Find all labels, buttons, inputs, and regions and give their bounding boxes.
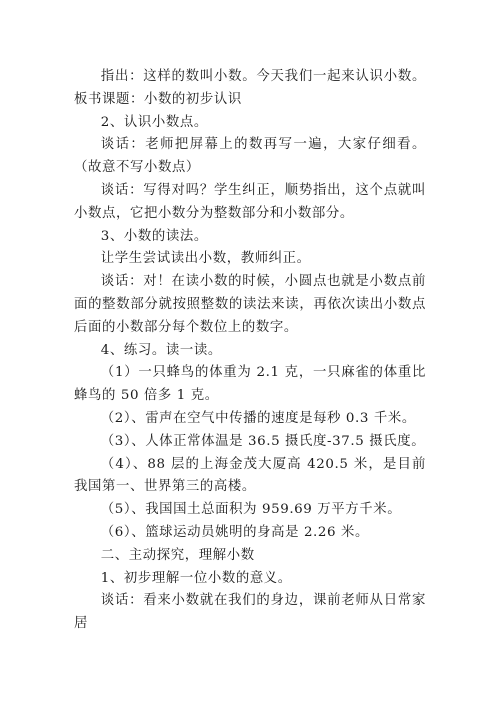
- paragraph: （1）一只蜂鸟的体重为 2.1 克，一只麻雀的体重比蜂鸟的 50 倍多 1 克。: [74, 365, 426, 404]
- paragraph: （6）、篮球运动员姚明的身高是 2.26 米。: [100, 524, 369, 540]
- paragraph: 指出：这样的数叫小数。今天我们一起来认识小数。板书课题：小数的初步认识: [74, 69, 426, 107]
- paragraph: （3）、人体正常体温是 36.5 摄氏度-37.5 摄氏度。: [100, 433, 426, 449]
- paragraph: 二、主动探究，理解小数: [100, 547, 255, 563]
- paragraph: （2）、雷声在空气中传播的速度是每秒 0.3 千米。: [100, 410, 416, 426]
- paragraph: （4）、88 层的上海金茂大厦高 420.5 米，是目前我国第一、世界第三的高楼。: [74, 456, 426, 495]
- document-page: [74, 66, 426, 636]
- paragraph: 谈话：看来小数就在我们的身边，课前老师从日常家居: [74, 593, 426, 632]
- paragraph: 谈话：对！在读小数的时候，小圆点也就是小数点前面的整数部分就按照整数的读法来读，再依次读出小数点后面的小数部分每个数位上的数字。: [74, 274, 426, 335]
- paragraph: 让学生尝试读出小数，教师纠正。: [100, 251, 311, 267]
- paragraph: （5）、我国国土总面积为 959.69 万平方千米。: [100, 502, 402, 518]
- paragraph: 谈话：老师把屏幕上的数再写一遍，大家仔细看。（故意不写小数点）: [74, 137, 426, 176]
- paragraph: 2、认识小数点。: [100, 114, 208, 130]
- paragraph: 谈话：写得对吗？学生纠正，顺势指出，这个点就叫小数点，它把小数分为整数部分和小数部分。: [74, 182, 426, 221]
- paragraph: 4、练习。读一读。: [100, 342, 222, 358]
- paragraph: 3、小数的读法。: [100, 228, 208, 244]
- paragraph: 1、初步理解一位小数的意义。: [100, 570, 292, 586]
